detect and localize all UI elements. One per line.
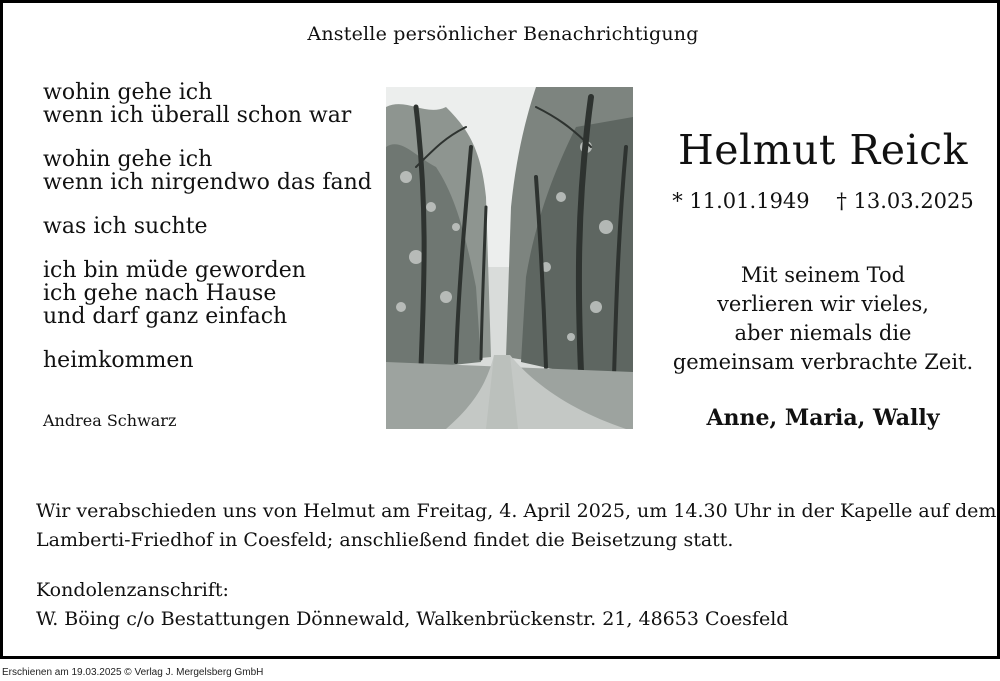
birth-date: * 11.01.1949	[672, 189, 810, 213]
memorial-quote	[643, 261, 1000, 377]
quote-line: gemeinsam verbrachte Zeit.	[672, 350, 974, 374]
life-dates	[643, 189, 1000, 213]
poem-line: und darf ganz einfach	[43, 304, 288, 329]
mourners-signature: Anne, Maria, Wally	[706, 405, 940, 431]
condolence-address-line: W. Böing c/o Bestattungen Dönnewald, Walkenbrückenstr. 21, 48653 Coesfeld	[36, 608, 789, 630]
poem-stanza	[43, 349, 372, 372]
forest-path-photo	[386, 87, 633, 429]
quote-line: Mit seinem Tod	[740, 263, 906, 287]
poem-line: wenn ich nirgendwo das fand	[43, 170, 372, 195]
poem-line: wohin gehe ich	[43, 80, 213, 105]
death-date: † 13.03.2025	[836, 189, 974, 213]
poem-line: wenn ich überall schon war	[43, 103, 352, 128]
poem	[43, 81, 372, 393]
poem-line: ich bin müde geworden	[43, 258, 306, 283]
header-note: Anstelle persönlicher Benachrichtigung	[307, 23, 699, 45]
service-line: Lamberti-Friedhof in Coesfeld; anschließend findet die Beisetzung statt.	[36, 529, 734, 551]
condolence-label: Kondolenzanschrift:	[36, 579, 229, 601]
quote-line: verlieren wir vieles,	[717, 292, 929, 316]
poem-line: heimkommen	[43, 348, 194, 373]
poem-line: wohin gehe ich	[43, 147, 213, 172]
poem-author: Andrea Schwarz	[43, 411, 177, 430]
poem-line: was ich suchte	[43, 214, 208, 239]
deceased-name: Helmut Reick	[678, 126, 968, 174]
poem-stanza	[43, 81, 372, 127]
service-line: Wir verabschieden uns von Helmut am Freitag, 4. April 2025, um 14.30 Uhr in der Kapelle auf dem	[36, 500, 997, 522]
publication-note: Erschienen am 19.03.2025 © Verlag J. Mergelsberg GmbH	[2, 667, 264, 678]
funeral-service-note	[36, 497, 996, 555]
condolence-address	[36, 576, 788, 634]
poem-stanza	[43, 259, 372, 328]
poem-stanza	[43, 148, 372, 194]
quote-line: aber niemals die	[734, 321, 912, 345]
poem-stanza	[43, 215, 372, 238]
poem-line: ich gehe nach Hause	[43, 281, 277, 306]
